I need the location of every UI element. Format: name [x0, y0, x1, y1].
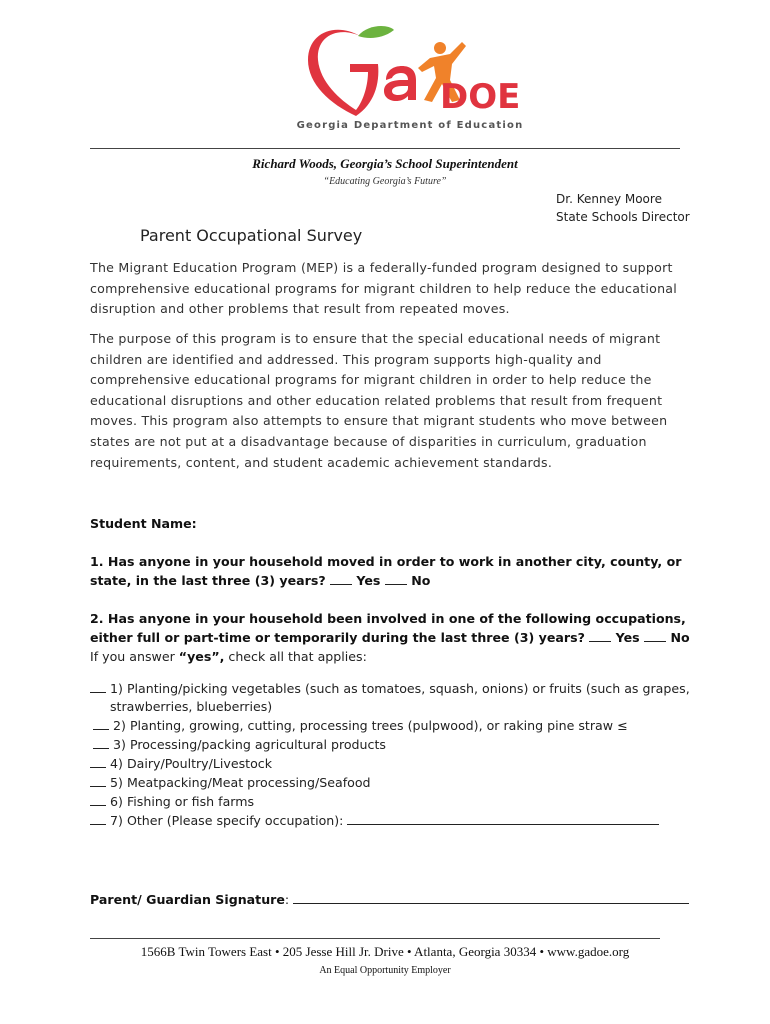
q2-yes-blank[interactable]	[589, 628, 611, 642]
option-4-checkbox[interactable]	[90, 754, 106, 768]
g-apple-shape	[308, 30, 378, 116]
option-7-label: 7) Other (Please specify occupation):	[110, 813, 344, 828]
q1-no-blank[interactable]	[385, 571, 407, 585]
footer-eoe: An Equal Opportunity Employer	[319, 965, 451, 976]
doe-letters: DOE	[440, 77, 521, 117]
purpose-paragraph: The purpose of this program is to ensure that the special educational needs of migrant children are identified and addressed. This program supports high-quality and comprehensive educational programs for migrant children in order to help reduce the educational disruptions and other education related problems that result from frequent moves. This program also attempts to ensure that migrant students who move between states are not put at a disadvantage because of disparities in curriculum, graduation requirements, content, and student academic achievement standards.	[90, 331, 668, 470]
option-6-label: 6) Fishing or fish farms	[110, 794, 255, 809]
other-occupation-field[interactable]	[347, 811, 659, 825]
option-1	[90, 679, 690, 698]
question-2	[90, 609, 690, 647]
option-1-checkbox[interactable]	[90, 679, 106, 693]
letter-a-shape	[384, 66, 416, 101]
option-5-label: 5) Meatpacking/Meat processing/Seafood	[110, 775, 371, 790]
q2-no-label: No	[670, 630, 690, 645]
superintendent-line: Richard Woods, Georgia’s School Superintendent	[252, 156, 518, 171]
option-3-label: 3) Processing/packing agricultural products	[113, 737, 386, 752]
instruction-emphasis: “yes”,	[178, 649, 225, 664]
q1-no-label: No	[411, 573, 431, 588]
gadoe-logo-graphic	[290, 22, 530, 122]
q2-yes-label: Yes	[615, 630, 640, 645]
option-5-checkbox[interactable]	[90, 773, 106, 787]
q1-yes-blank[interactable]	[330, 571, 352, 585]
option-2-label: 2) Planting, growing, cutting, processing trees (pulpwood), or raking pine straw ≤	[113, 718, 628, 733]
signature-row	[90, 890, 690, 909]
option-7-checkbox[interactable]	[90, 811, 106, 825]
director-title: State Schools Director	[556, 210, 690, 224]
question-1	[90, 552, 690, 590]
intro-paragraph: The Migrant Education Program (MEP) is a federally-funded program designed to support comprehensive educational programs for migrant children to help reduce the educational disruption and other problems that result from repeated moves.	[90, 260, 678, 317]
leaf-shape	[358, 26, 394, 38]
option-3	[93, 735, 386, 754]
question-1-text: 1. Has anyone in your household moved in order to work in another city, county, or state, in the last three (3) years?	[90, 554, 682, 588]
footer-divider	[90, 938, 660, 939]
option-1-label: 1) Planting/picking vegetables (such as tomatoes, squash, onions) or fruits (such as grapes,	[110, 681, 690, 696]
signature-field[interactable]	[293, 890, 689, 904]
student-name-label: Student Name:	[90, 516, 197, 531]
footer-address: 1566B Twin Towers East • 205 Jesse Hill Jr. Drive • Atlanta, Georgia 30334 • www.gadoe.org	[140, 944, 630, 959]
instruction-prefix: If you answer	[90, 649, 179, 664]
director-block	[556, 190, 690, 226]
option-3-checkbox[interactable]	[93, 735, 109, 749]
question-2-text: 2. Has anyone in your household been involved in one of the following occupations, either full or part-time or temporarily during the last three (3) years?	[90, 611, 686, 645]
q2-instruction	[90, 647, 690, 666]
figure-head-shape	[434, 42, 446, 54]
logo-caption: Georgia Department of Education	[296, 120, 524, 131]
option-5	[90, 773, 371, 792]
signature-colon: :	[284, 892, 290, 907]
option-4-label: 4) Dairy/Poultry/Livestock	[110, 756, 273, 771]
option-2	[93, 716, 628, 735]
gadoe-logo	[290, 22, 530, 140]
option-4	[90, 754, 272, 773]
option-1-continuation: strawberries, blueberries)	[110, 699, 273, 714]
director-name: Dr. Kenney Moore	[556, 192, 662, 206]
page-title: Parent Occupational Survey	[140, 226, 363, 245]
q2-no-blank[interactable]	[644, 628, 666, 642]
signature-label: Parent/ Guardian Signature	[90, 892, 285, 907]
motto: “Educating Georgia’s Future”	[323, 176, 447, 187]
option-7	[90, 811, 659, 830]
q1-yes-label: Yes	[356, 573, 381, 588]
instruction-suffix: check all that applies:	[224, 649, 367, 664]
header-divider	[90, 148, 680, 149]
option-6-checkbox[interactable]	[90, 792, 106, 806]
option-6	[90, 792, 254, 811]
option-2-checkbox[interactable]	[93, 716, 109, 730]
